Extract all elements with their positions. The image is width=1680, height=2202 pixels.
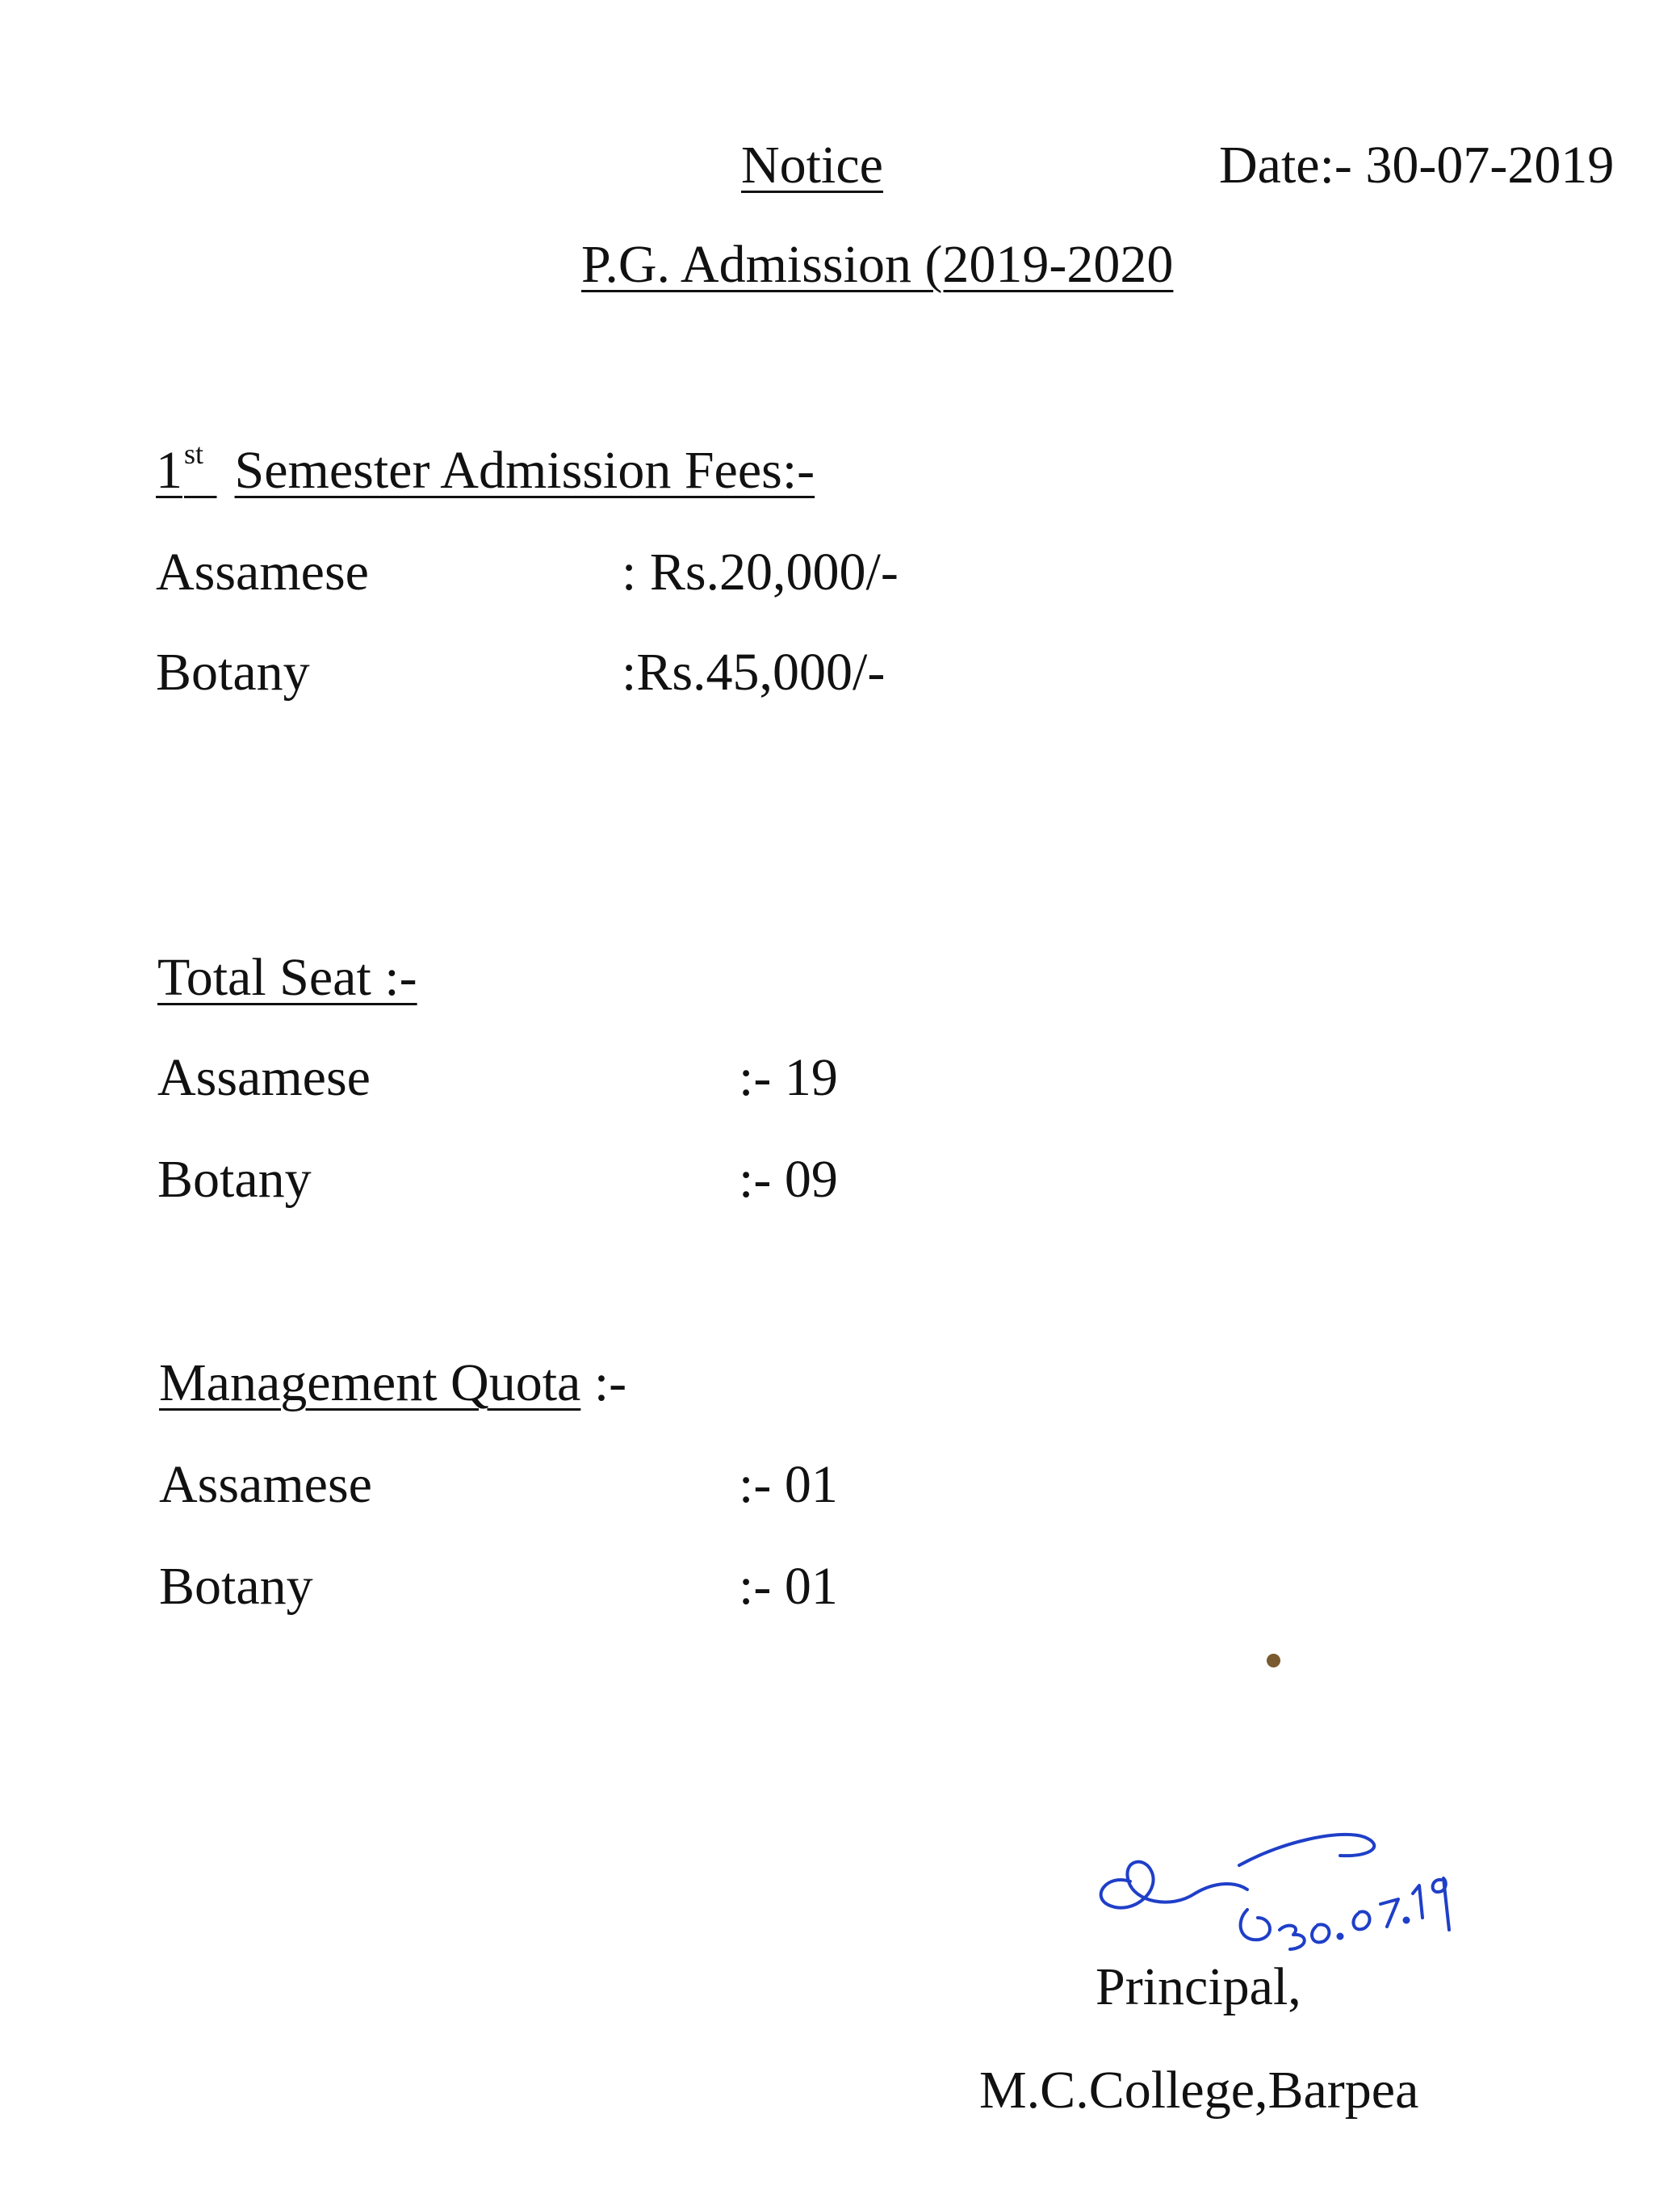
total-seat-heading: Total Seat :- bbox=[157, 948, 417, 1007]
management-quota-row-subject: Botany bbox=[159, 1557, 313, 1616]
fees-row-subject: Botany bbox=[156, 643, 310, 702]
fees-heading bbox=[156, 438, 815, 500]
handwritten-signature bbox=[1074, 1760, 1461, 1986]
notice-subtitle: P.G. Admission (2019-2020 bbox=[581, 235, 1174, 294]
management-quota-row-value: :- 01 bbox=[739, 1455, 838, 1514]
total-seat-row-subject: Assamese bbox=[157, 1048, 371, 1107]
signatory-title: Principal, bbox=[1096, 1957, 1301, 2016]
fees-heading-superscript: st bbox=[184, 438, 204, 470]
total-seat-row-value: :- 19 bbox=[739, 1048, 838, 1107]
notice-date: Date:- 30-07-2019 bbox=[1219, 136, 1615, 195]
fees-row-value: :Rs.45,000/- bbox=[622, 643, 886, 702]
management-quota-heading-text: Management Quota bbox=[159, 1353, 581, 1412]
fees-heading-number: 1 bbox=[156, 441, 182, 500]
management-quota-heading-suffix: :- bbox=[580, 1353, 627, 1412]
management-quota-row-subject: Assamese bbox=[159, 1455, 372, 1514]
total-seat-row-value: :- 09 bbox=[739, 1150, 838, 1209]
fees-row-value: : Rs.20,000/- bbox=[622, 543, 899, 602]
ink-dot bbox=[1267, 1654, 1280, 1667]
notice-title: Notice bbox=[741, 136, 883, 195]
fees-row-subject: Assamese bbox=[156, 543, 369, 602]
signatory-institution: M.C.College,Barpea bbox=[979, 2061, 1419, 2120]
fees-heading-text: Semester Admission Fees:- bbox=[234, 441, 815, 500]
management-quota-heading bbox=[159, 1353, 627, 1412]
total-seat-row-subject: Botany bbox=[157, 1150, 312, 1209]
management-quota-row-value: :- 01 bbox=[739, 1557, 838, 1616]
